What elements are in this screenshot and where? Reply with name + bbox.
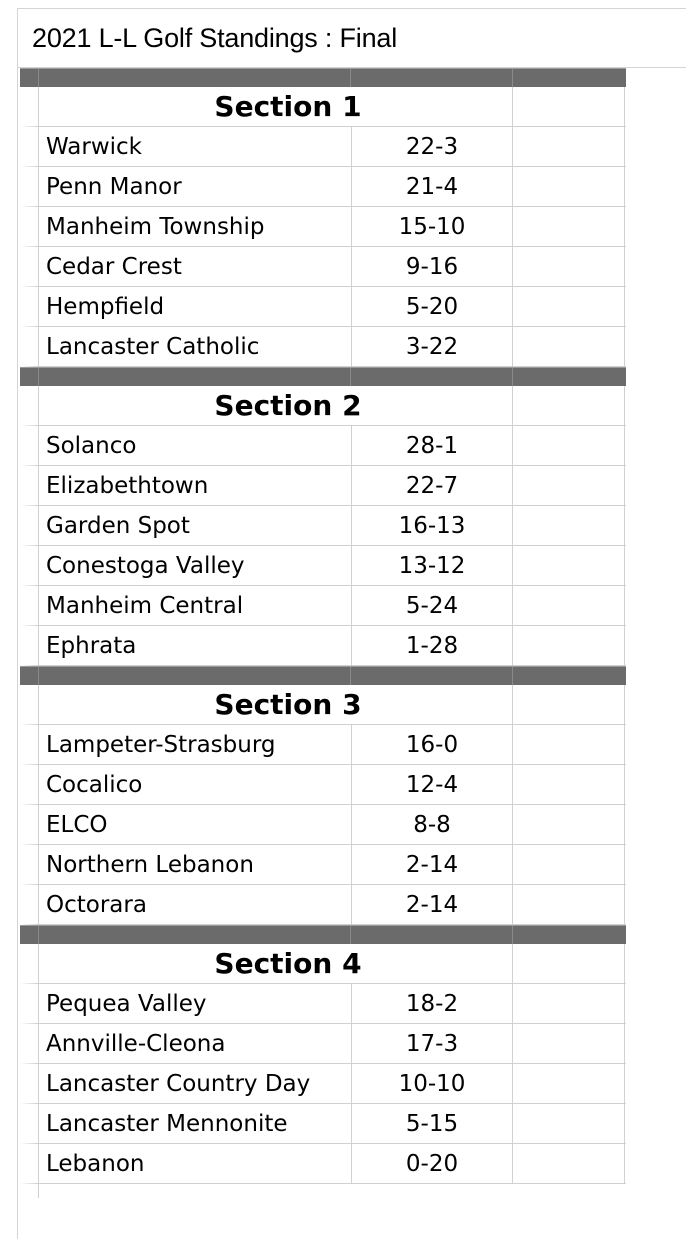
- table-row: [20, 885, 626, 925]
- table-bottom: [20, 1184, 626, 1198]
- record-cell: 22-7: [351, 466, 512, 506]
- empty-cell: [512, 1104, 625, 1144]
- record-cell: 0-20: [351, 1144, 512, 1184]
- separator-tick: [350, 69, 351, 87]
- table-row: [20, 546, 626, 586]
- table-row: [20, 765, 626, 805]
- team-name-cell: Pequea Valley: [46, 991, 207, 1017]
- section-separator: [20, 666, 626, 685]
- record-cell: 5-15: [351, 1104, 512, 1144]
- section-header-row: [20, 944, 626, 984]
- empty-cell: [512, 685, 625, 725]
- team-name-cell: Hempfield: [46, 294, 165, 320]
- separator-tick: [350, 667, 351, 685]
- empty-cell: [512, 327, 625, 367]
- record-cell: 21-4: [351, 167, 512, 207]
- team-name-cell: Conestoga Valley: [46, 553, 245, 579]
- empty-cell: [512, 845, 625, 885]
- record-cell: 1-28: [351, 626, 512, 666]
- record-cell: 16-13: [351, 506, 512, 546]
- empty-cell: [512, 506, 625, 546]
- table-row: [20, 506, 626, 546]
- separator-tick: [350, 368, 351, 386]
- separator-tick: [512, 368, 513, 386]
- empty-cell: [512, 626, 625, 666]
- empty-cell: [512, 466, 625, 506]
- empty-cell: [512, 546, 625, 586]
- empty-cell: [512, 1064, 625, 1104]
- team-name-cell: Cocalico: [46, 772, 143, 798]
- separator-tick: [38, 667, 39, 685]
- table-row: [20, 1104, 626, 1144]
- record-cell: 16-0: [351, 725, 512, 765]
- table-row: [20, 426, 626, 466]
- record-cell: 3-22: [351, 327, 512, 367]
- table-row: [20, 466, 626, 506]
- record-cell: 28-1: [351, 426, 512, 466]
- record-cell: 5-20: [351, 287, 512, 327]
- team-name-cell: Elizabethtown: [46, 473, 209, 499]
- team-name-cell: Octorara: [46, 892, 147, 918]
- record-cell: 9-16: [351, 247, 512, 287]
- team-name-cell: Lampeter-Strasburg: [46, 732, 276, 758]
- table-row: [20, 207, 626, 247]
- team-name-cell: ELCO: [46, 812, 108, 838]
- empty-cell: [512, 1024, 625, 1064]
- section-header-row: [20, 87, 626, 127]
- section-title: Section 2: [214, 389, 362, 422]
- team-name-cell: Ephrata: [46, 633, 137, 659]
- empty-cell: [512, 426, 625, 466]
- team-name-cell: Garden Spot: [46, 513, 190, 539]
- table-row: [20, 984, 626, 1024]
- team-name-cell: Lancaster Catholic: [46, 334, 260, 360]
- record-cell: 5-24: [351, 586, 512, 626]
- team-name-cell: Annville-Cleona: [46, 1031, 226, 1057]
- table-row: [20, 805, 626, 845]
- team-name-cell: Manheim Central: [46, 593, 244, 619]
- record-cell: 8-8: [351, 805, 512, 845]
- separator-tick: [38, 69, 39, 87]
- section-header-row: [20, 386, 626, 426]
- empty-cell: [512, 87, 625, 127]
- table-row: [20, 287, 626, 327]
- team-name-cell: Penn Manor: [46, 174, 182, 200]
- empty-cell: [512, 1144, 625, 1184]
- table-row: [20, 1024, 626, 1064]
- record-cell: 2-14: [351, 845, 512, 885]
- team-name-cell: Lancaster Country Day: [46, 1071, 311, 1097]
- empty-cell: [512, 386, 625, 426]
- record-cell: 17-3: [351, 1024, 512, 1064]
- separator-tick: [350, 926, 351, 944]
- table-row: [20, 845, 626, 885]
- empty-cell: [512, 984, 625, 1024]
- section-title: Section 4: [214, 947, 362, 980]
- team-name-cell: Manheim Township: [46, 214, 265, 240]
- table-row: [20, 127, 626, 167]
- empty-cell: [512, 944, 625, 984]
- empty-cell: [512, 167, 625, 207]
- record-cell: 15-10: [351, 207, 512, 247]
- standings-table: [20, 68, 626, 1198]
- section-title: Section 1: [214, 90, 362, 123]
- empty-cell: [512, 805, 625, 845]
- title-bar: [18, 9, 686, 68]
- section-separator: [20, 925, 626, 944]
- page-title: 2021 L-L Golf Standings : Final: [32, 23, 398, 53]
- separator-tick: [512, 926, 513, 944]
- empty-cell: [512, 207, 625, 247]
- empty-cell: [512, 765, 625, 805]
- table-row: [20, 327, 626, 367]
- separator-tick: [38, 368, 39, 386]
- separator-tick: [512, 69, 513, 87]
- empty-cell: [512, 247, 625, 287]
- empty-cell: [512, 287, 625, 327]
- separator-tick: [38, 926, 39, 944]
- section-header-row: [20, 685, 626, 725]
- empty-cell: [512, 885, 625, 925]
- record-cell: 22-3: [351, 127, 512, 167]
- team-name-cell: Northern Lebanon: [46, 852, 254, 878]
- empty-cell: [512, 586, 625, 626]
- table-row: [20, 247, 626, 287]
- record-cell: 12-4: [351, 765, 512, 805]
- table-row: [20, 725, 626, 765]
- table-row: [20, 167, 626, 207]
- record-cell: 13-12: [351, 546, 512, 586]
- table-row: [20, 586, 626, 626]
- section-title: Section 3: [214, 688, 362, 721]
- team-name-cell: Cedar Crest: [46, 254, 182, 280]
- table-row: [20, 1144, 626, 1184]
- team-name-cell: Warwick: [46, 134, 142, 160]
- section-separator: [20, 68, 626, 87]
- empty-cell: [512, 725, 625, 765]
- section-separator: [20, 367, 626, 386]
- record-cell: 18-2: [351, 984, 512, 1024]
- table-row: [20, 626, 626, 666]
- record-cell: 2-14: [351, 885, 512, 925]
- team-name-cell: Lancaster Mennonite: [46, 1111, 288, 1137]
- empty-cell: [512, 127, 625, 167]
- team-name-cell: Solanco: [46, 433, 137, 459]
- table-row: [20, 1064, 626, 1104]
- record-cell: 10-10: [351, 1064, 512, 1104]
- team-name-cell: Lebanon: [46, 1151, 145, 1177]
- separator-tick: [512, 667, 513, 685]
